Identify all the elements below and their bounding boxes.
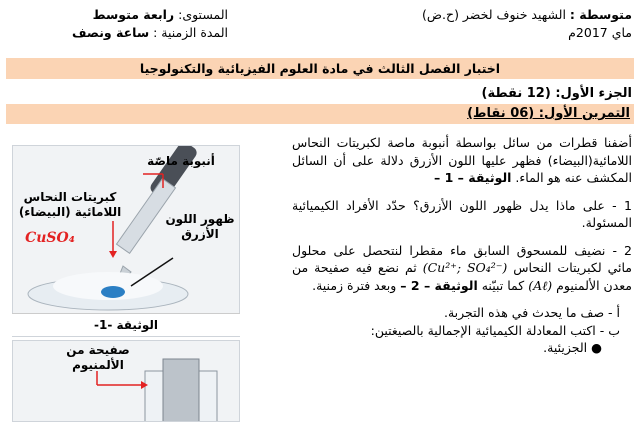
formula-label: CuSO₄: [25, 230, 75, 246]
question-a: أ - صف ما يحدث في هذه التجربة.: [443, 305, 620, 320]
intro-paragraph: [292, 134, 632, 187]
blue-color-label: ظهور اللون الأزرق: [165, 212, 235, 241]
level-header: [8, 6, 228, 42]
bullet-molecular-text: الجزيئية.: [543, 340, 588, 355]
part-heading: الجزء الأول: (12 نقطة): [481, 86, 632, 101]
school-header: [372, 6, 632, 42]
exercise-text: [292, 134, 632, 357]
q2-text-b: ثم نضع فيه صفيحة من معدن الألمنيوم: [292, 260, 632, 293]
aluminium-plate-label: صفيحة من الألمنيوم: [66, 343, 130, 372]
q2-text-c: كما تبيّنه: [481, 277, 525, 293]
bullet-molecular: ● الجزيئية.: [543, 340, 602, 355]
dish-icon: [28, 272, 188, 310]
exercise-heading-text: التمرين الأول: (06 نقاط): [467, 106, 630, 121]
pipette-label: أنبوبة ماصّة: [147, 154, 215, 168]
intro-text: أضفنا قطرات من سائل بواسطة أنبوبة ماصة لكبريتات النحاس اللامائية(البيضاء) فظهر عليها اللون الأزرق دلالة على أن السائل المكشف عنه هو الماء.: [292, 135, 632, 185]
beaker-icon: [145, 359, 217, 421]
question-b: ب - اكتب المعادلة الكيميائية الإجمالية بالصيغتين:: [370, 322, 620, 338]
level-value: رابعة متوسط: [92, 7, 175, 22]
question-1: 1 - على ماذا يدل ظهور اللون الأزرق؟ حدّد الأفراد الكيميائية المسئولة.: [292, 197, 632, 230]
intro-ref: الوثيقة – 1 –: [433, 170, 512, 185]
school-name: الشهيد خنوف لخضر (ح.ض): [422, 7, 566, 22]
figure-1-caption: الوثيقة -1-: [12, 313, 240, 336]
q2-ref: الوثيقة – 2 –: [400, 277, 478, 293]
exam-title: اختبار الفصل الثالث في مادة العلوم الفيزيائية والتكنولوجيا: [6, 58, 634, 79]
school-label: متوسطة :: [569, 7, 632, 22]
q2-formula: (Cu²⁺; SO₄²⁻): [422, 260, 508, 275]
level-label: المستوى:: [178, 7, 228, 22]
duration-label: المدة الزمنية :: [153, 25, 228, 40]
q2-aluminium-symbol: (Aℓ): [528, 277, 553, 293]
duration-value: ساعة ونصف: [71, 25, 150, 40]
exam-date: ماي 2017م: [568, 25, 632, 40]
question-2: [292, 242, 632, 295]
exercise-heading: [6, 104, 634, 124]
figure-2: [12, 340, 240, 422]
q2-text-a: 2 - نضيف للمسحوق السابق ماء مقطرا لنتحصل على محلول مائي لكبريتات النحاس: [292, 242, 632, 275]
q2-text-d: وبعد فترة زمنية.: [312, 277, 397, 293]
figure-1: [12, 145, 240, 337]
powder-label: كبريتات النحاس اللامائية (البيضاء): [18, 190, 122, 219]
